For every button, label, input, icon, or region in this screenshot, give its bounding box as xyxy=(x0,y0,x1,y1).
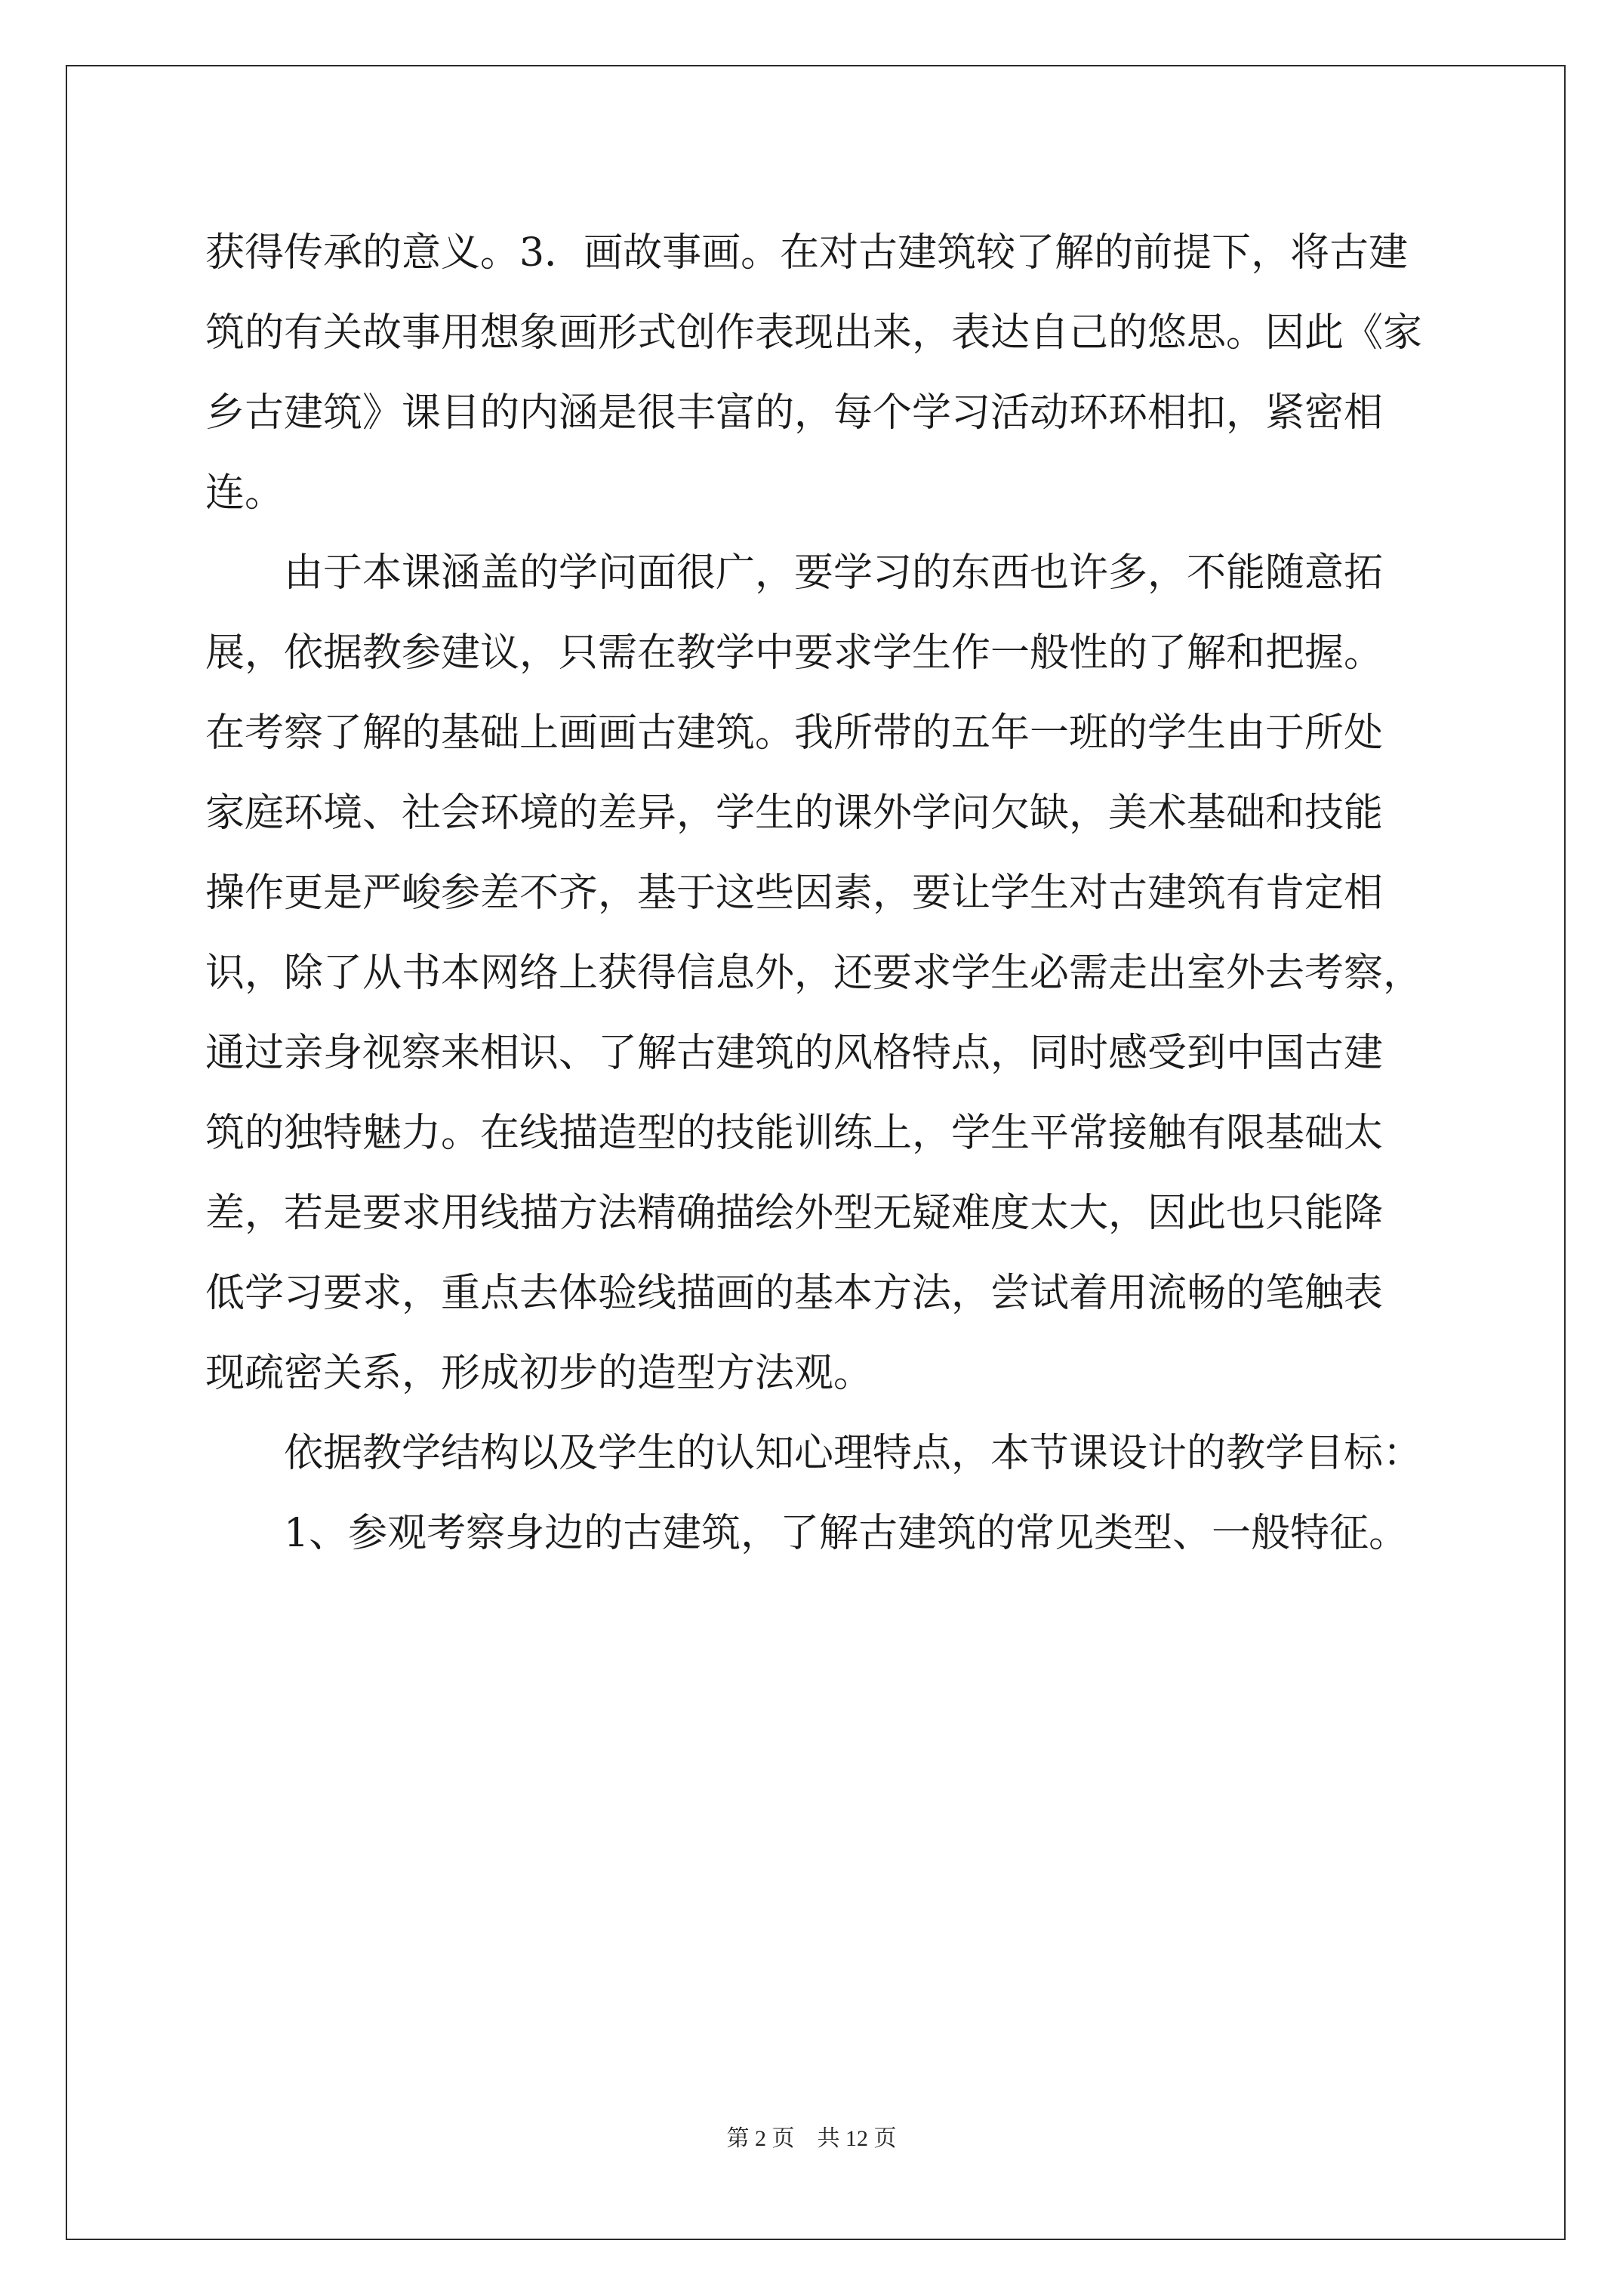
text-line: 操作更是严峻参差不齐，基于这些因素，要让学生对古建筑有肯定相 xyxy=(205,871,1384,916)
text-line: 在考察了解的基础上画画古建筑。我所带的五年一班的学生由于所处 xyxy=(205,710,1384,756)
text-line: 筑的有关故事用想象画形式创作表现出来，表达自己的悠思。因此《家 xyxy=(205,310,1423,356)
text-line: 通过亲身视察来相识、了解古建筑的风格特点，同时感受到中国古建 xyxy=(205,1031,1384,1076)
document-body xyxy=(205,213,1432,1573)
text-line: 筑的独特魅力。在线描造型的技能训练上，学生平常接触有限基础太 xyxy=(205,1111,1384,1156)
text-line: 展，依据教参建议，只需在教学中要求学生作一般性的了解和把握。 xyxy=(205,630,1384,676)
text-line: 差，若是要求用线描方法精确描绘外型无疑难度太大，因此也只能降 xyxy=(205,1191,1384,1236)
text-line: 识，除了从书本网络上获得信息外，还要求学生必需走出室外去考察， xyxy=(205,951,1423,996)
text-line: 家庭环境、社会环境的差异，学生的课外学问欠缺，美术基础和技能 xyxy=(205,791,1384,836)
text-line: 低学习要求，重点去体验线描画的基本方法，尝试着用流畅的笔触表 xyxy=(205,1271,1384,1316)
page-number-footer: 第 2 页 共 12 页 xyxy=(726,2126,897,2151)
text-line: 连。 xyxy=(205,470,285,516)
text-line: 现疏密关系，形成初步的造型方法观。 xyxy=(205,1351,873,1396)
text-line: 获得传承的意义。3．画故事画。在对古建筑较了解的前提下，将古建 xyxy=(205,230,1409,276)
text-line: 乡古建筑》课目的内涵是很丰富的，每个学习活动环环相扣，紧密相 xyxy=(205,390,1384,436)
text-line: 依据教学结构以及学生的认知心理特点，本节课设计的教学目标： xyxy=(205,1431,1423,1476)
text-line: 由于本课涵盖的学问面很广，要学习的东西也许多，不能随意拓 xyxy=(205,550,1384,596)
text-line: 1、参观考察身边的古建筑，了解古建筑的常见类型、一般特征。 xyxy=(205,1511,1409,1556)
